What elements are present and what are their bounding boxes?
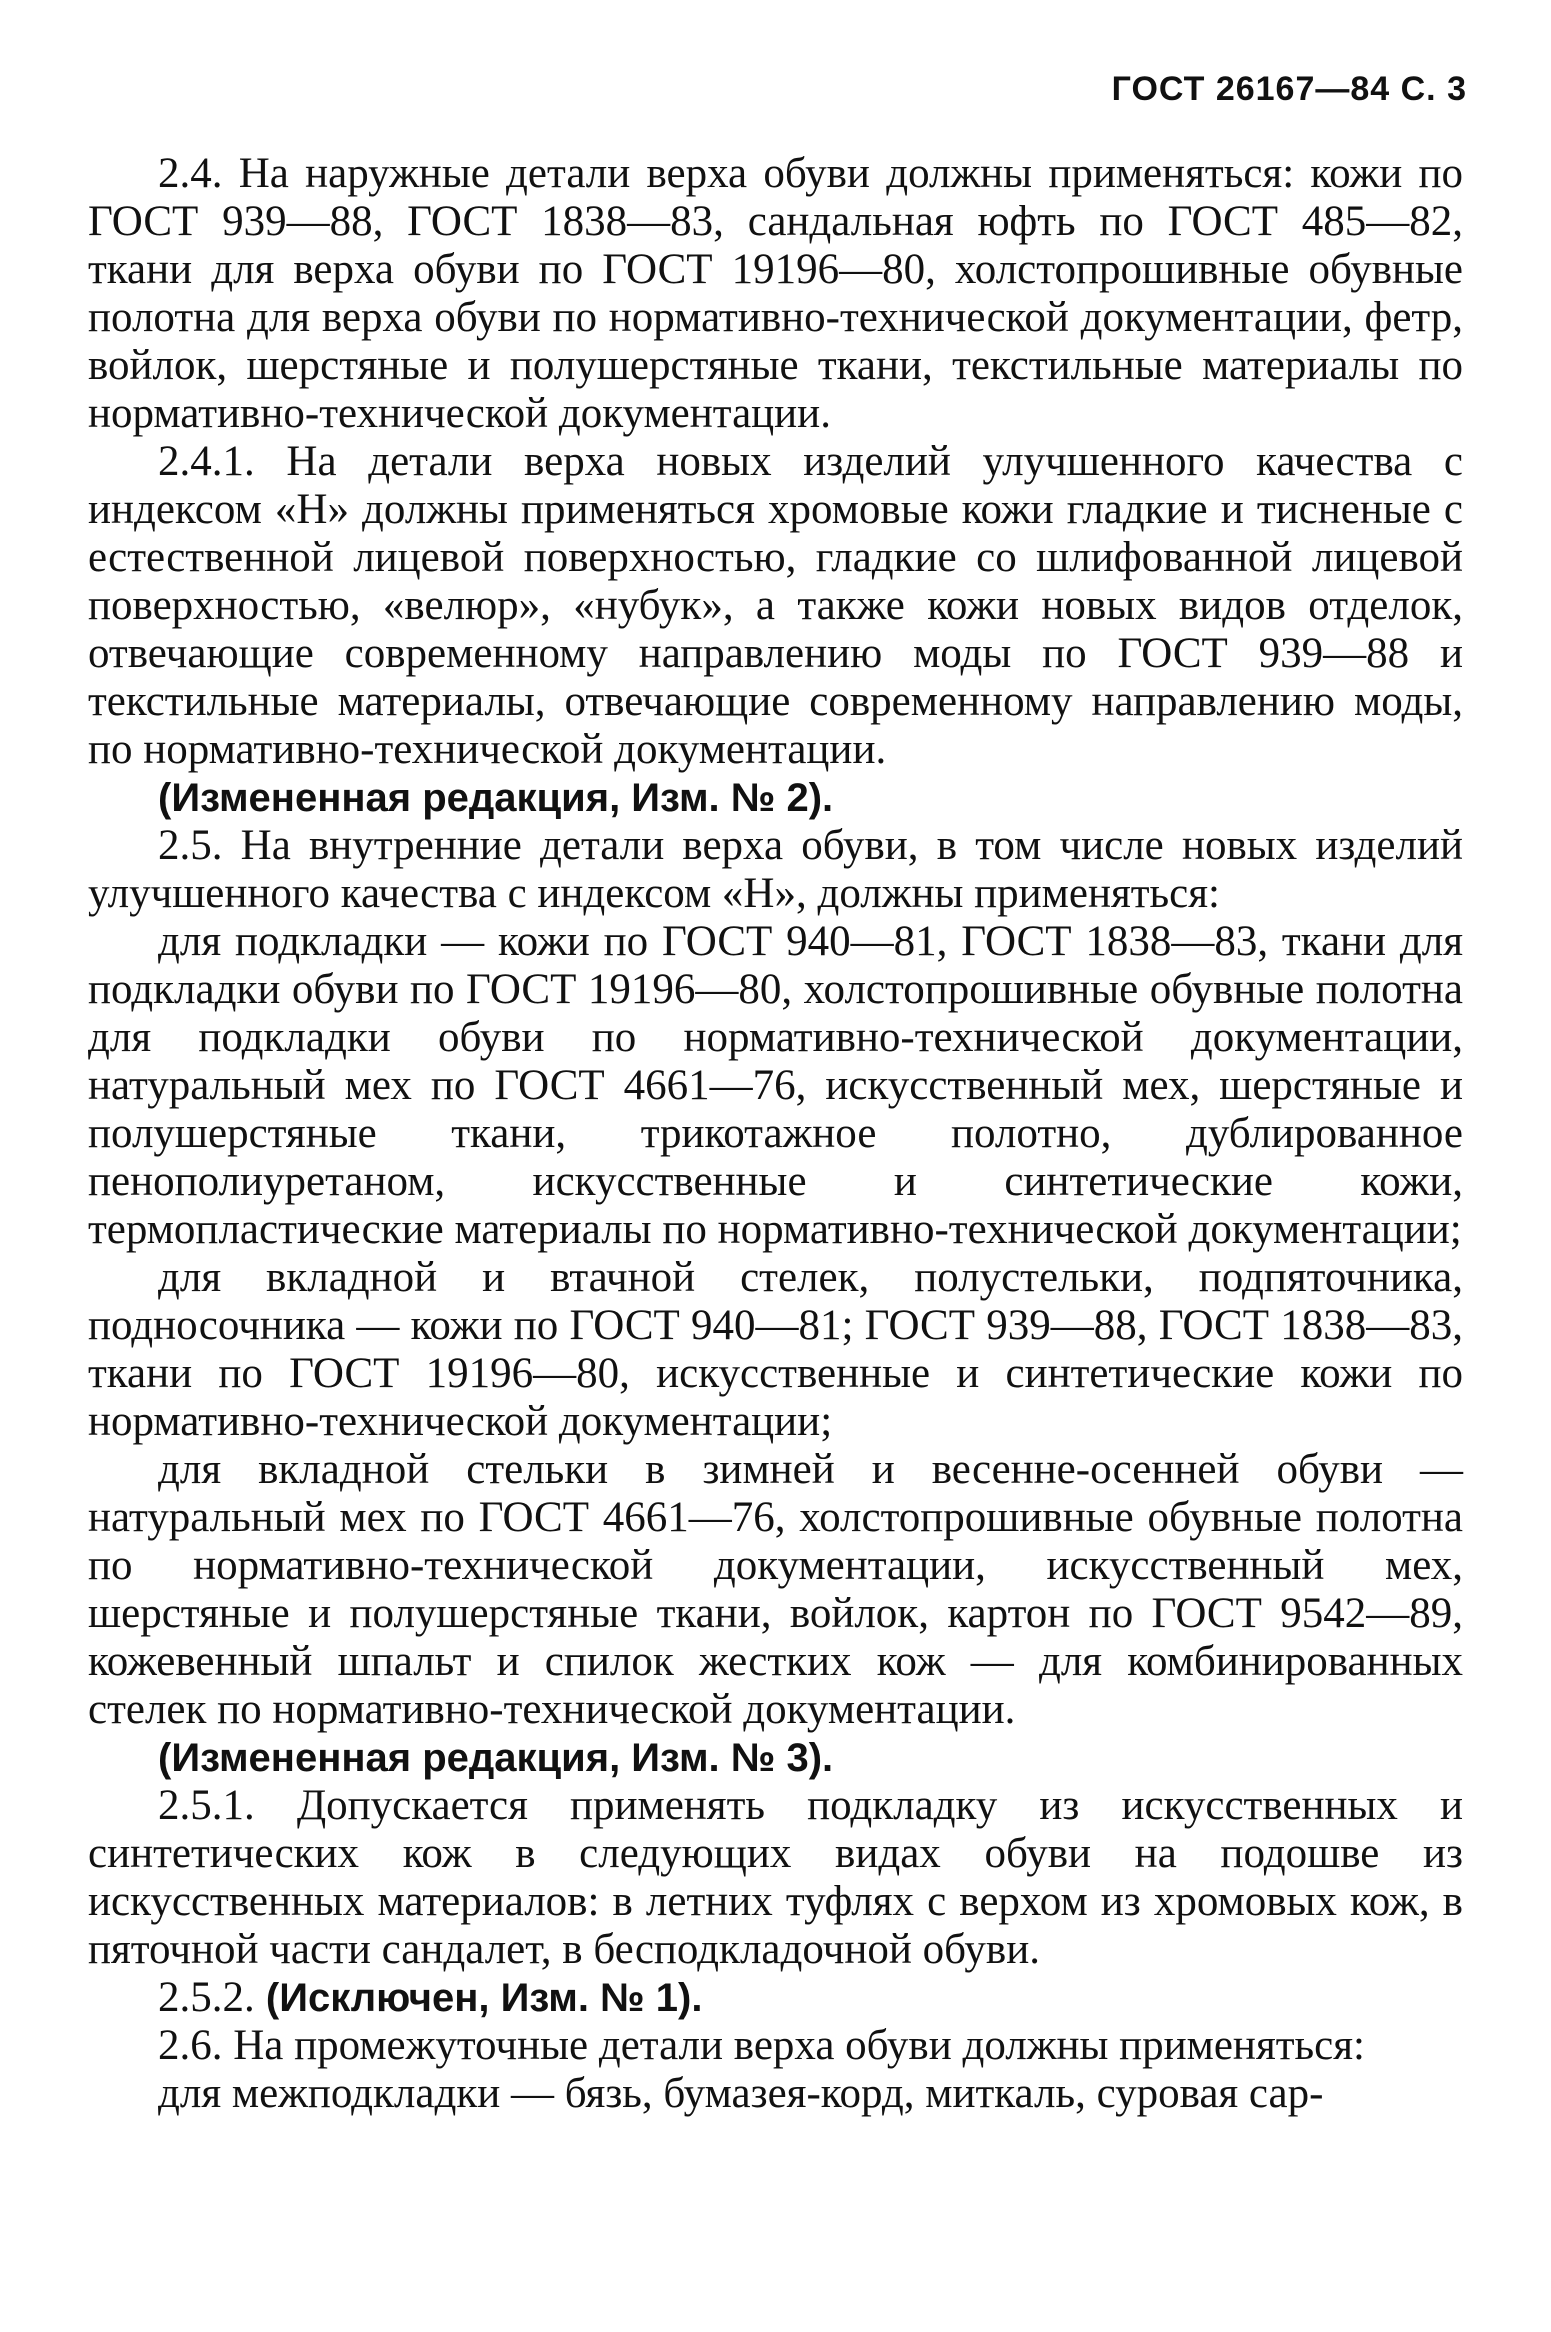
paragraph-interlining: для межподкладки — бязь, бумазея-корд, миткаль, суровая сар- [158,2070,1324,2117]
paragraph-2-5-1: 2.5.1. Допускается применять подкладку из искусственных и синтетических кож в следующих видах обуви на подошве из искусственных материалов: в летних туфлях с верхом из хромовых кож, в пяточной части сандалет, в бесподкладочной обуви. [88,1782,1463,1973]
paragraph-lining: для подкладки — кожи по ГОСТ 940—81, ГОСТ 1838—83, ткани для подкладки обуви по ГОСТ 19196—80, холстопрошивные обувные полотна для подкладки обуви по нормативно-технической документации, натуральный мех по ГОСТ 4661—76, искусственный мех, шерстяные и полушерстяные ткани, трикотажное полотно, дублированное пенополиуретаном, искусственные и синтетические кожи, термопластические материалы по нормативно-технической документации; [88,918,1463,1253]
paragraph-winter-insole: для вкладной стельки в зимней и весенне-осенней обуви — натуральный мех по ГОСТ 4661—76, холстопрошивные обувные полотна по нормативно-технической документации, искусственный мех, шерстяные и полушерстяные ткани, войлок, картон по ГОСТ 9542—89, кожевенный шпальт и спилок жестких кож — для комбинированных стелек по нормативно-технической документации. [88,1446,1463,1733]
document-body [88,150,1463,2118]
revision-note-3: (Измененная редакция, Изм. № 3). [158,1736,834,1780]
paragraph-2-4: 2.4. На наружные детали верха обуви должны применяться: кожи по ГОСТ 939—88, ГОСТ 1838—83, сандальная юфть по ГОСТ 485—82, ткани для верха обуви по ГОСТ 19196—80, холстопрошивные обувные полотна для верха обуви по нормативно-технической документации, фетр, войлок, шерстяные и полушерстяные ткани, текстильные материалы по нормативно-технической документации. [88,150,1463,437]
paragraph-insoles: для вкладной и втачной стелек, полустельки, подпяточника, подносочника — кожи по ГОСТ 940—81; ГОСТ 939—88, ГОСТ 1838—83, ткани по ГОСТ 19196—80, искусственные и синтетические кожи по нормативно-технической документации; [88,1254,1463,1445]
paragraph-number: 2.5.2. [158,1974,255,2021]
page-header: ГОСТ 26167—84 С. 3 [1111,70,1467,108]
paragraph-2-5: 2.5. На внутренние детали верха обуви, в том числе новых изделий улучшенного качества с индексом «Н», должны применяться: [88,822,1463,917]
paragraph-2-6: 2.6. На промежуточные детали верха обуви должны применяться: [158,2022,1365,2069]
paragraph-2-5-2 [88,1974,1463,2022]
paragraph-2-4-1: 2.4.1. На детали верха новых изделий улучшенного качества с индексом «Н» должны применяться хромовые кожи гладкие и тисненые с естественной лицевой поверхностью, гладкие со шлифованной лицевой поверхностью, «велюр», «нубук», а также кожи новых видов отделок, отвечающие современному направлению моды по ГОСТ 939—88 и текстильные материалы, отвечающие современному направлению моды, по нормативно-технической документации. [88,438,1463,773]
excluded-note: (Исключен, Изм. № 1). [265,1976,703,2020]
revision-note-2: (Измененная редакция, Изм. № 2). [158,776,834,820]
